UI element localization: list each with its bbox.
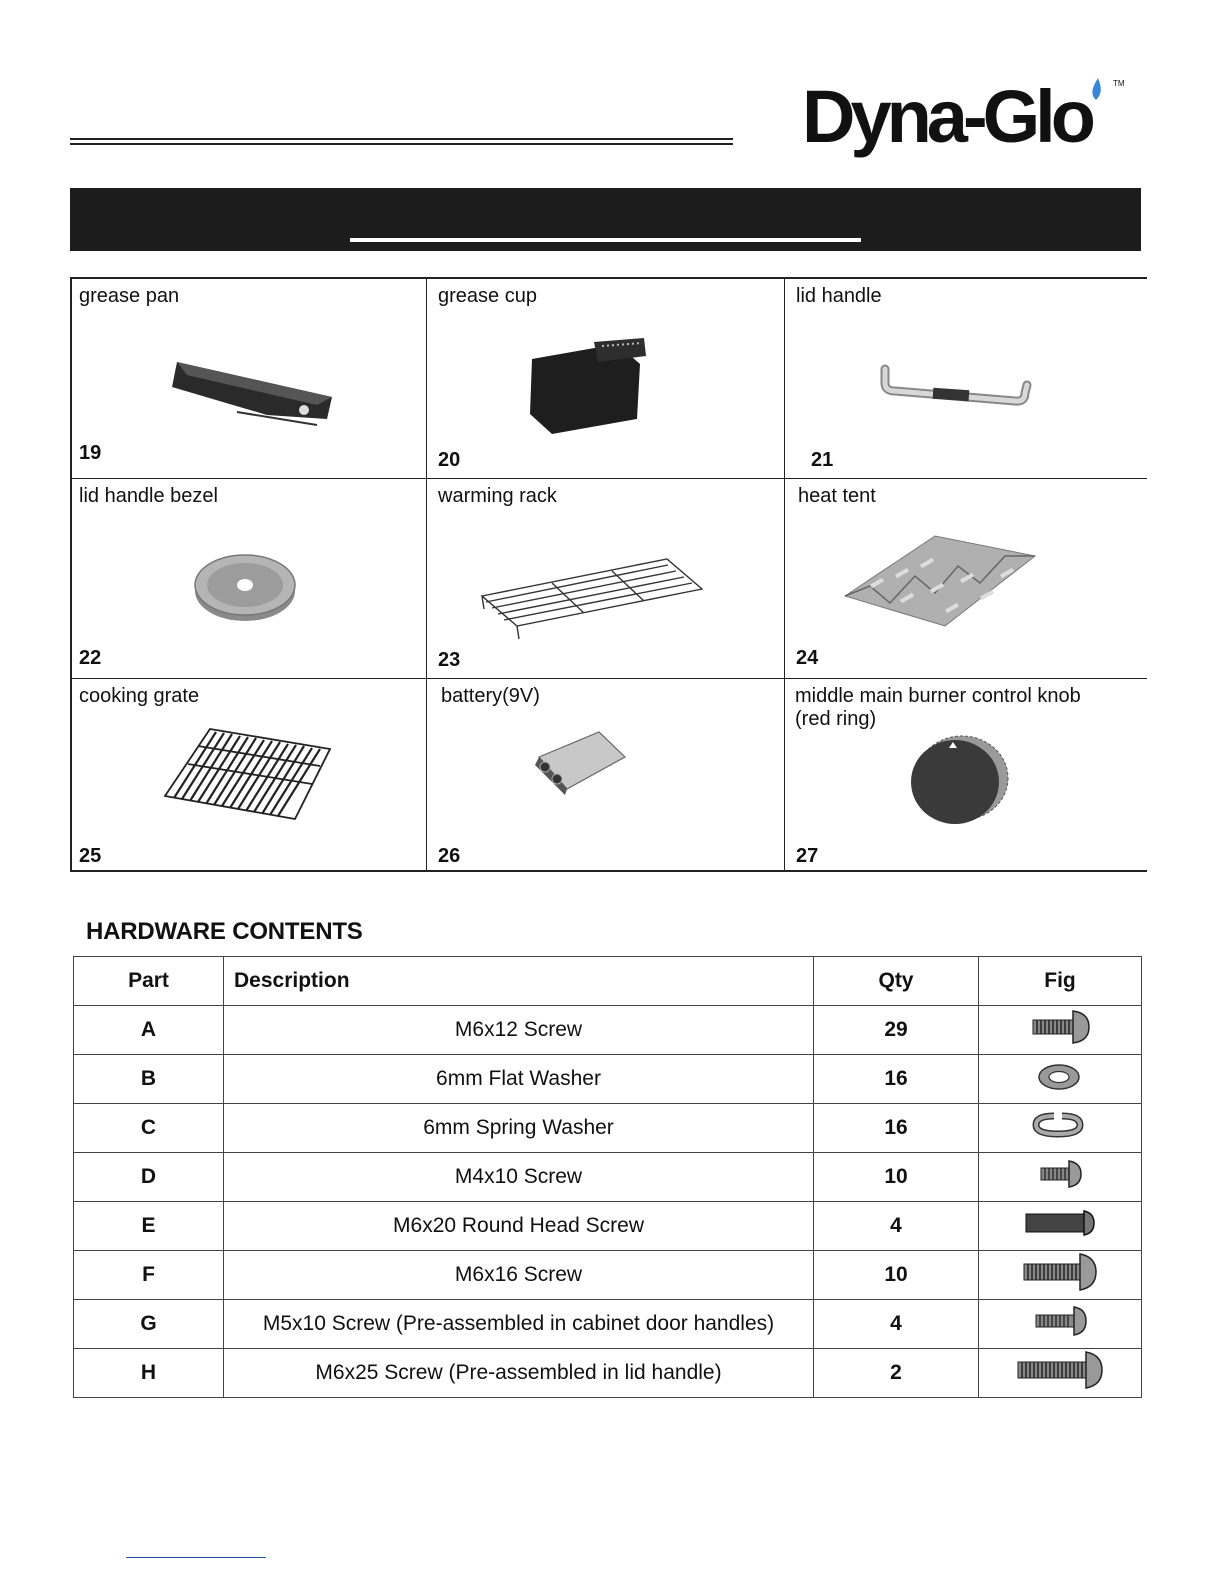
- part-number: 22: [79, 647, 102, 669]
- part-cell-lid-handle: [785, 279, 1147, 479]
- table-row: [74, 1349, 1142, 1398]
- header-description: Description: [224, 957, 814, 1006]
- part-description: 6mm Flat Washer: [224, 1055, 814, 1104]
- fig-cell: [979, 1153, 1142, 1202]
- lid-handle-image: [875, 361, 1035, 421]
- screw-icon: [1014, 1350, 1106, 1390]
- parts-grid: [70, 277, 1147, 872]
- part-description: M6x16 Screw: [224, 1251, 814, 1300]
- part-description: M6x12 Screw: [224, 1006, 814, 1055]
- part-qty: 4: [814, 1300, 979, 1349]
- part-cell-battery: [427, 679, 785, 872]
- flame-icon: [1092, 78, 1100, 100]
- part-name-line-2: (red ring): [795, 708, 877, 730]
- part-description: M5x10 Screw (Pre-assembled in cabinet door handles): [224, 1300, 814, 1349]
- header-part: Part: [74, 957, 224, 1006]
- part-letter: G: [74, 1300, 224, 1349]
- part-name: grease pan: [79, 285, 180, 307]
- part-qty: 16: [814, 1104, 979, 1153]
- part-qty: 29: [814, 1006, 979, 1055]
- fig-cell: [979, 1055, 1142, 1104]
- part-cell-cooking-grate: [72, 679, 427, 872]
- part-cell-control-knob: [785, 679, 1147, 872]
- part-letter: B: [74, 1055, 224, 1104]
- table-row: [74, 1055, 1142, 1104]
- header-double-rule: [70, 138, 733, 145]
- control-knob-image: [907, 734, 1012, 826]
- part-name-line-1: middle main burner control knob: [795, 685, 1081, 707]
- part-number: 20: [438, 449, 461, 471]
- screw-icon: [1037, 1157, 1083, 1191]
- part-cell-grease-cup: [427, 279, 785, 479]
- hardware-table: [73, 956, 1142, 1398]
- banner-underline: [350, 238, 861, 242]
- part-qty: 16: [814, 1055, 979, 1104]
- warming-rack-image: [472, 551, 712, 641]
- screw-icon: [1020, 1252, 1100, 1292]
- part-cell-heat-tent: [785, 479, 1147, 679]
- fig-cell: [979, 1104, 1142, 1153]
- table-row: [74, 1300, 1142, 1349]
- part-qty: 2: [814, 1349, 979, 1398]
- grease-cup-image: [522, 334, 652, 444]
- part-name: lid handle bezel: [79, 485, 218, 507]
- table-row: [74, 1202, 1142, 1251]
- part-qty: 10: [814, 1251, 979, 1300]
- part-letter: F: [74, 1251, 224, 1300]
- cooking-grate-image: [160, 724, 335, 824]
- part-number: 23: [438, 649, 461, 671]
- fig-cell: [979, 1349, 1142, 1398]
- fig-cell: [979, 1300, 1142, 1349]
- part-name: heat tent: [798, 485, 876, 507]
- round-head-screw-icon: [1024, 1206, 1096, 1240]
- part-letter: C: [74, 1104, 224, 1153]
- part-letter: H: [74, 1349, 224, 1398]
- part-cell-lid-handle-bezel: [72, 479, 427, 679]
- part-qty: 4: [814, 1202, 979, 1251]
- part-qty: 10: [814, 1153, 979, 1202]
- grease-pan-image: [167, 357, 342, 432]
- header-qty: Qty: [814, 957, 979, 1006]
- part-name: [795, 685, 1081, 731]
- part-description: M4x10 Screw: [224, 1153, 814, 1202]
- table-row: [74, 1153, 1142, 1202]
- logo-wordmark: Dyna-Glo: [802, 75, 1091, 158]
- part-letter: D: [74, 1153, 224, 1202]
- trademark-mark: TM: [1113, 79, 1125, 88]
- footer-link-underline: [126, 1557, 266, 1558]
- part-letter: A: [74, 1006, 224, 1055]
- part-number: 25: [79, 845, 102, 867]
- part-number: 27: [796, 845, 819, 867]
- part-number: 26: [438, 845, 461, 867]
- screw-icon: [1029, 1007, 1091, 1047]
- part-description: M6x25 Screw (Pre-assembled in lid handle): [224, 1349, 814, 1398]
- part-name: grease cup: [438, 285, 537, 307]
- part-description: M6x20 Round Head Screw: [224, 1202, 814, 1251]
- battery-image: [529, 727, 629, 799]
- header-fig: Fig: [979, 957, 1142, 1006]
- lid-handle-bezel-image: [190, 547, 300, 627]
- part-description: 6mm Spring Washer: [224, 1104, 814, 1153]
- part-cell-grease-pan: [72, 279, 427, 479]
- dyna-glo-logo: [800, 70, 1130, 170]
- section-banner: [70, 188, 1141, 251]
- part-name: cooking grate: [79, 685, 200, 707]
- part-name: warming rack: [438, 485, 557, 507]
- flat-washer-icon: [1035, 1059, 1085, 1093]
- part-letter: E: [74, 1202, 224, 1251]
- heat-tent-image: [840, 531, 1040, 631]
- table-row: [74, 1006, 1142, 1055]
- hardware-title: HARDWARE CONTENTS: [86, 918, 363, 945]
- fig-cell: [979, 1006, 1142, 1055]
- part-number: 19: [79, 442, 102, 464]
- part-number: 24: [796, 647, 819, 669]
- table-row: [74, 1251, 1142, 1300]
- part-cell-warming-rack: [427, 479, 785, 679]
- screw-icon: [1032, 1303, 1088, 1339]
- spring-washer-icon: [1032, 1108, 1088, 1142]
- part-number: 21: [811, 449, 834, 471]
- table-row: [74, 1104, 1142, 1153]
- part-name: lid handle: [796, 285, 882, 307]
- fig-cell: [979, 1202, 1142, 1251]
- table-header-row: [74, 957, 1142, 1006]
- part-name: battery(9V): [441, 685, 540, 707]
- fig-cell: [979, 1251, 1142, 1300]
